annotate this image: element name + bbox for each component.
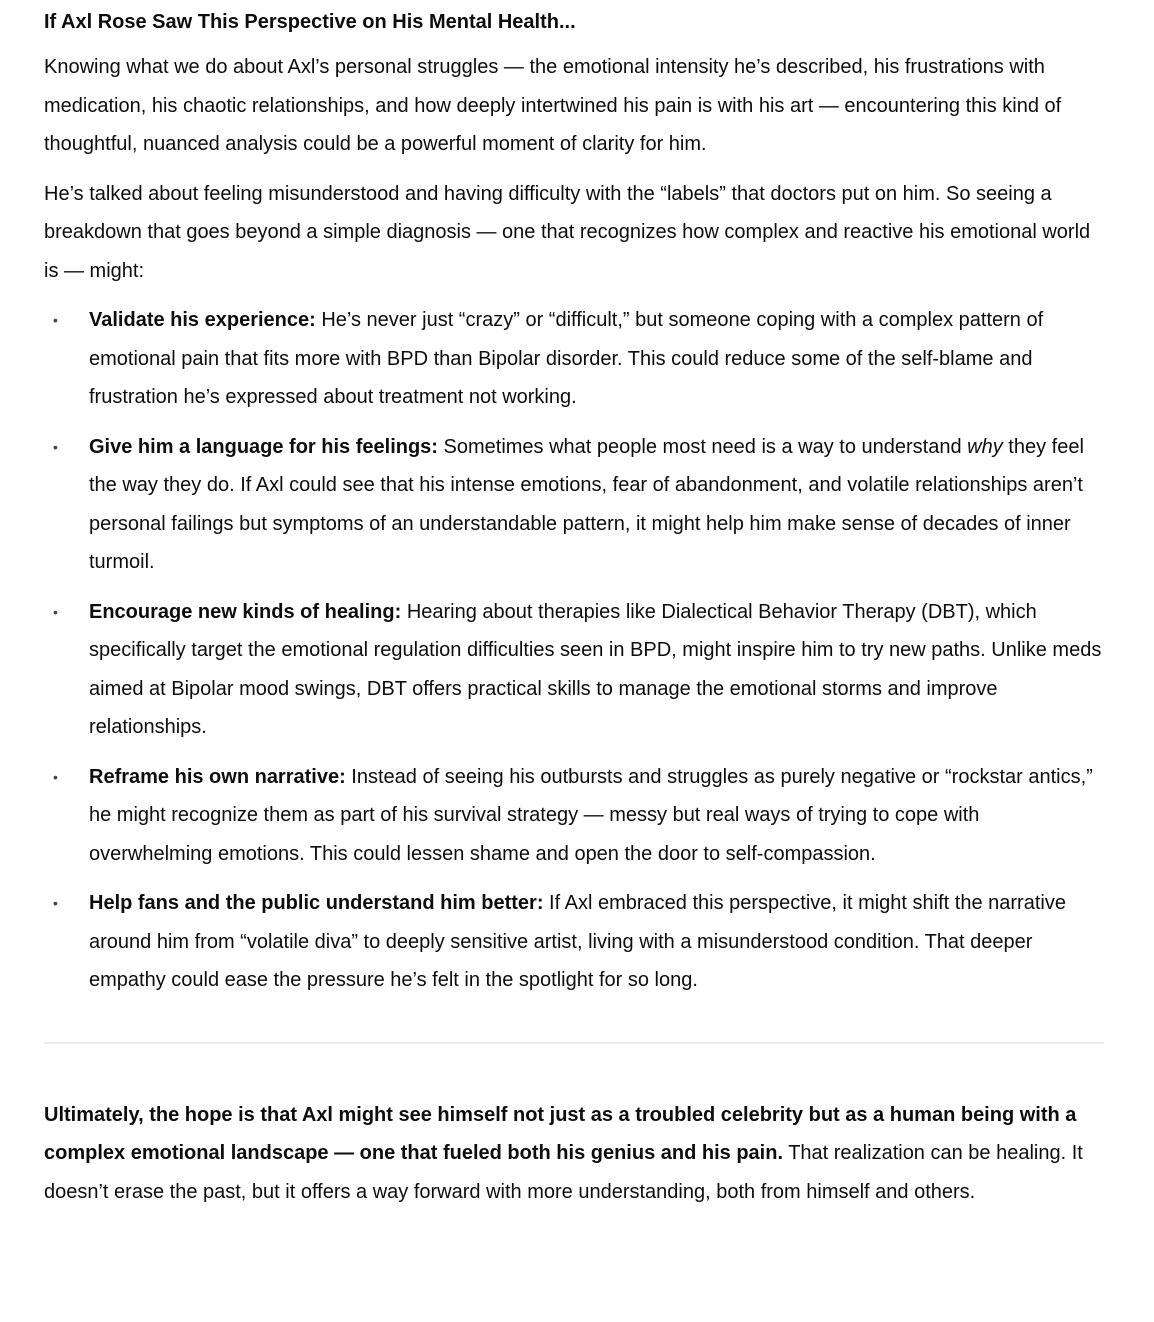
bullet-text: they feel the way they do. If Axl could see that his intense emotions, fear of abandonment, and volatile relationships aren’t personal failings but symptoms of an understandable pattern, it might help him make sense of decades of inner turmoil. bbox=[89, 435, 1084, 573]
bullet-icon: • bbox=[53, 768, 58, 785]
section-heading: If Axl Rose Saw This Perspective on His Mental Health... bbox=[44, 11, 576, 33]
bullet-item-language bbox=[44, 428, 1104, 582]
intro-paragraph-1: Knowing what we do about Axl’s personal struggles — the emotional intensity he’s described, his frustrations with medication, his chaotic relationships, and how deeply intertwined his pain is with his art — encountering this kind of thoughtful, nuanced analysis could be a powerful moment of clarity for him. bbox=[44, 56, 1062, 155]
bullet-item-fans bbox=[44, 884, 1104, 1000]
intro-paragraph-2: He’s talked about feeling misunderstood and having difficulty with the “labels” that doctors put on him. So seeing a breakdown that goes beyond a simple diagnosis — one that recognizes how complex and reactive his emotional world is — might: bbox=[44, 182, 1091, 282]
bullet-list bbox=[44, 301, 1104, 1000]
bullet-item-narrative bbox=[44, 758, 1104, 874]
bullet-text-emphasis: why bbox=[967, 435, 1003, 458]
bullet-icon: • bbox=[53, 438, 58, 455]
bullet-item-validate bbox=[44, 301, 1104, 417]
closing-bold: Ultimately, the hope is that Axl might see himself not just as a troubled celebrity but as a human being with a complex emotional landscape — one that fueled both his genius and his pain. bbox=[44, 1103, 1077, 1164]
section-divider bbox=[44, 1042, 1104, 1044]
bullet-icon: • bbox=[53, 312, 58, 328]
bullet-text: If Axl embraced this perspective, it might shift the narrative around him from “volatile diva” to deeply sensitive artist, living with a misunderstood condition. That deeper empathy could ease the pressure he’s felt in the spotlight for so long. bbox=[89, 892, 1066, 991]
bullet-title: Validate his experience: bbox=[89, 309, 316, 331]
message-content bbox=[44, 0, 1104, 1211]
bullet-title: Help fans and the public understand him better: bbox=[89, 892, 544, 914]
bullet-text: Instead of seeing his outbursts and struggles as purely negative or “rockstar antics,” he might recognize them as part of his survival strategy — messy but real ways of trying to cope with overwhelming emotions. This could lessen shame and open the door to self-compassion. bbox=[89, 765, 1093, 865]
bullet-icon: • bbox=[53, 895, 58, 911]
bullet-text: Hearing about therapies like Dialectical Behavior Therapy (DBT), which specifically target the emotional regulation difficulties seen in BPD, might inspire him to try new paths. Unlike meds aimed at Bipolar mood swings, DBT offers practical skills to manage the emotional storms and improve relationships. bbox=[89, 600, 1102, 738]
bullet-title: Encourage new kinds of healing: bbox=[89, 600, 402, 623]
closing-text: That realization can be healing. It doesn’t erase the past, but it offers a way forward with more understanding, both from himself and others. bbox=[44, 1142, 1083, 1203]
closing-paragraph bbox=[44, 1096, 1104, 1212]
bullet-title: Reframe his own narrative: bbox=[89, 765, 346, 788]
bullet-title: Give him a language for his feelings: bbox=[89, 435, 438, 458]
bullet-text: Sometimes what people most need is a way to understand bbox=[437, 435, 968, 458]
bullet-icon: • bbox=[53, 603, 58, 620]
bullet-text: He’s never just “crazy” or “difficult,” but someone coping with a complex pattern of emotional pain that fits more with BPD than Bipolar disorder. This could reduce some of the self-blame and frustration he’s expressed about treatment not working. bbox=[89, 309, 1044, 408]
bullet-item-healing bbox=[44, 593, 1104, 747]
